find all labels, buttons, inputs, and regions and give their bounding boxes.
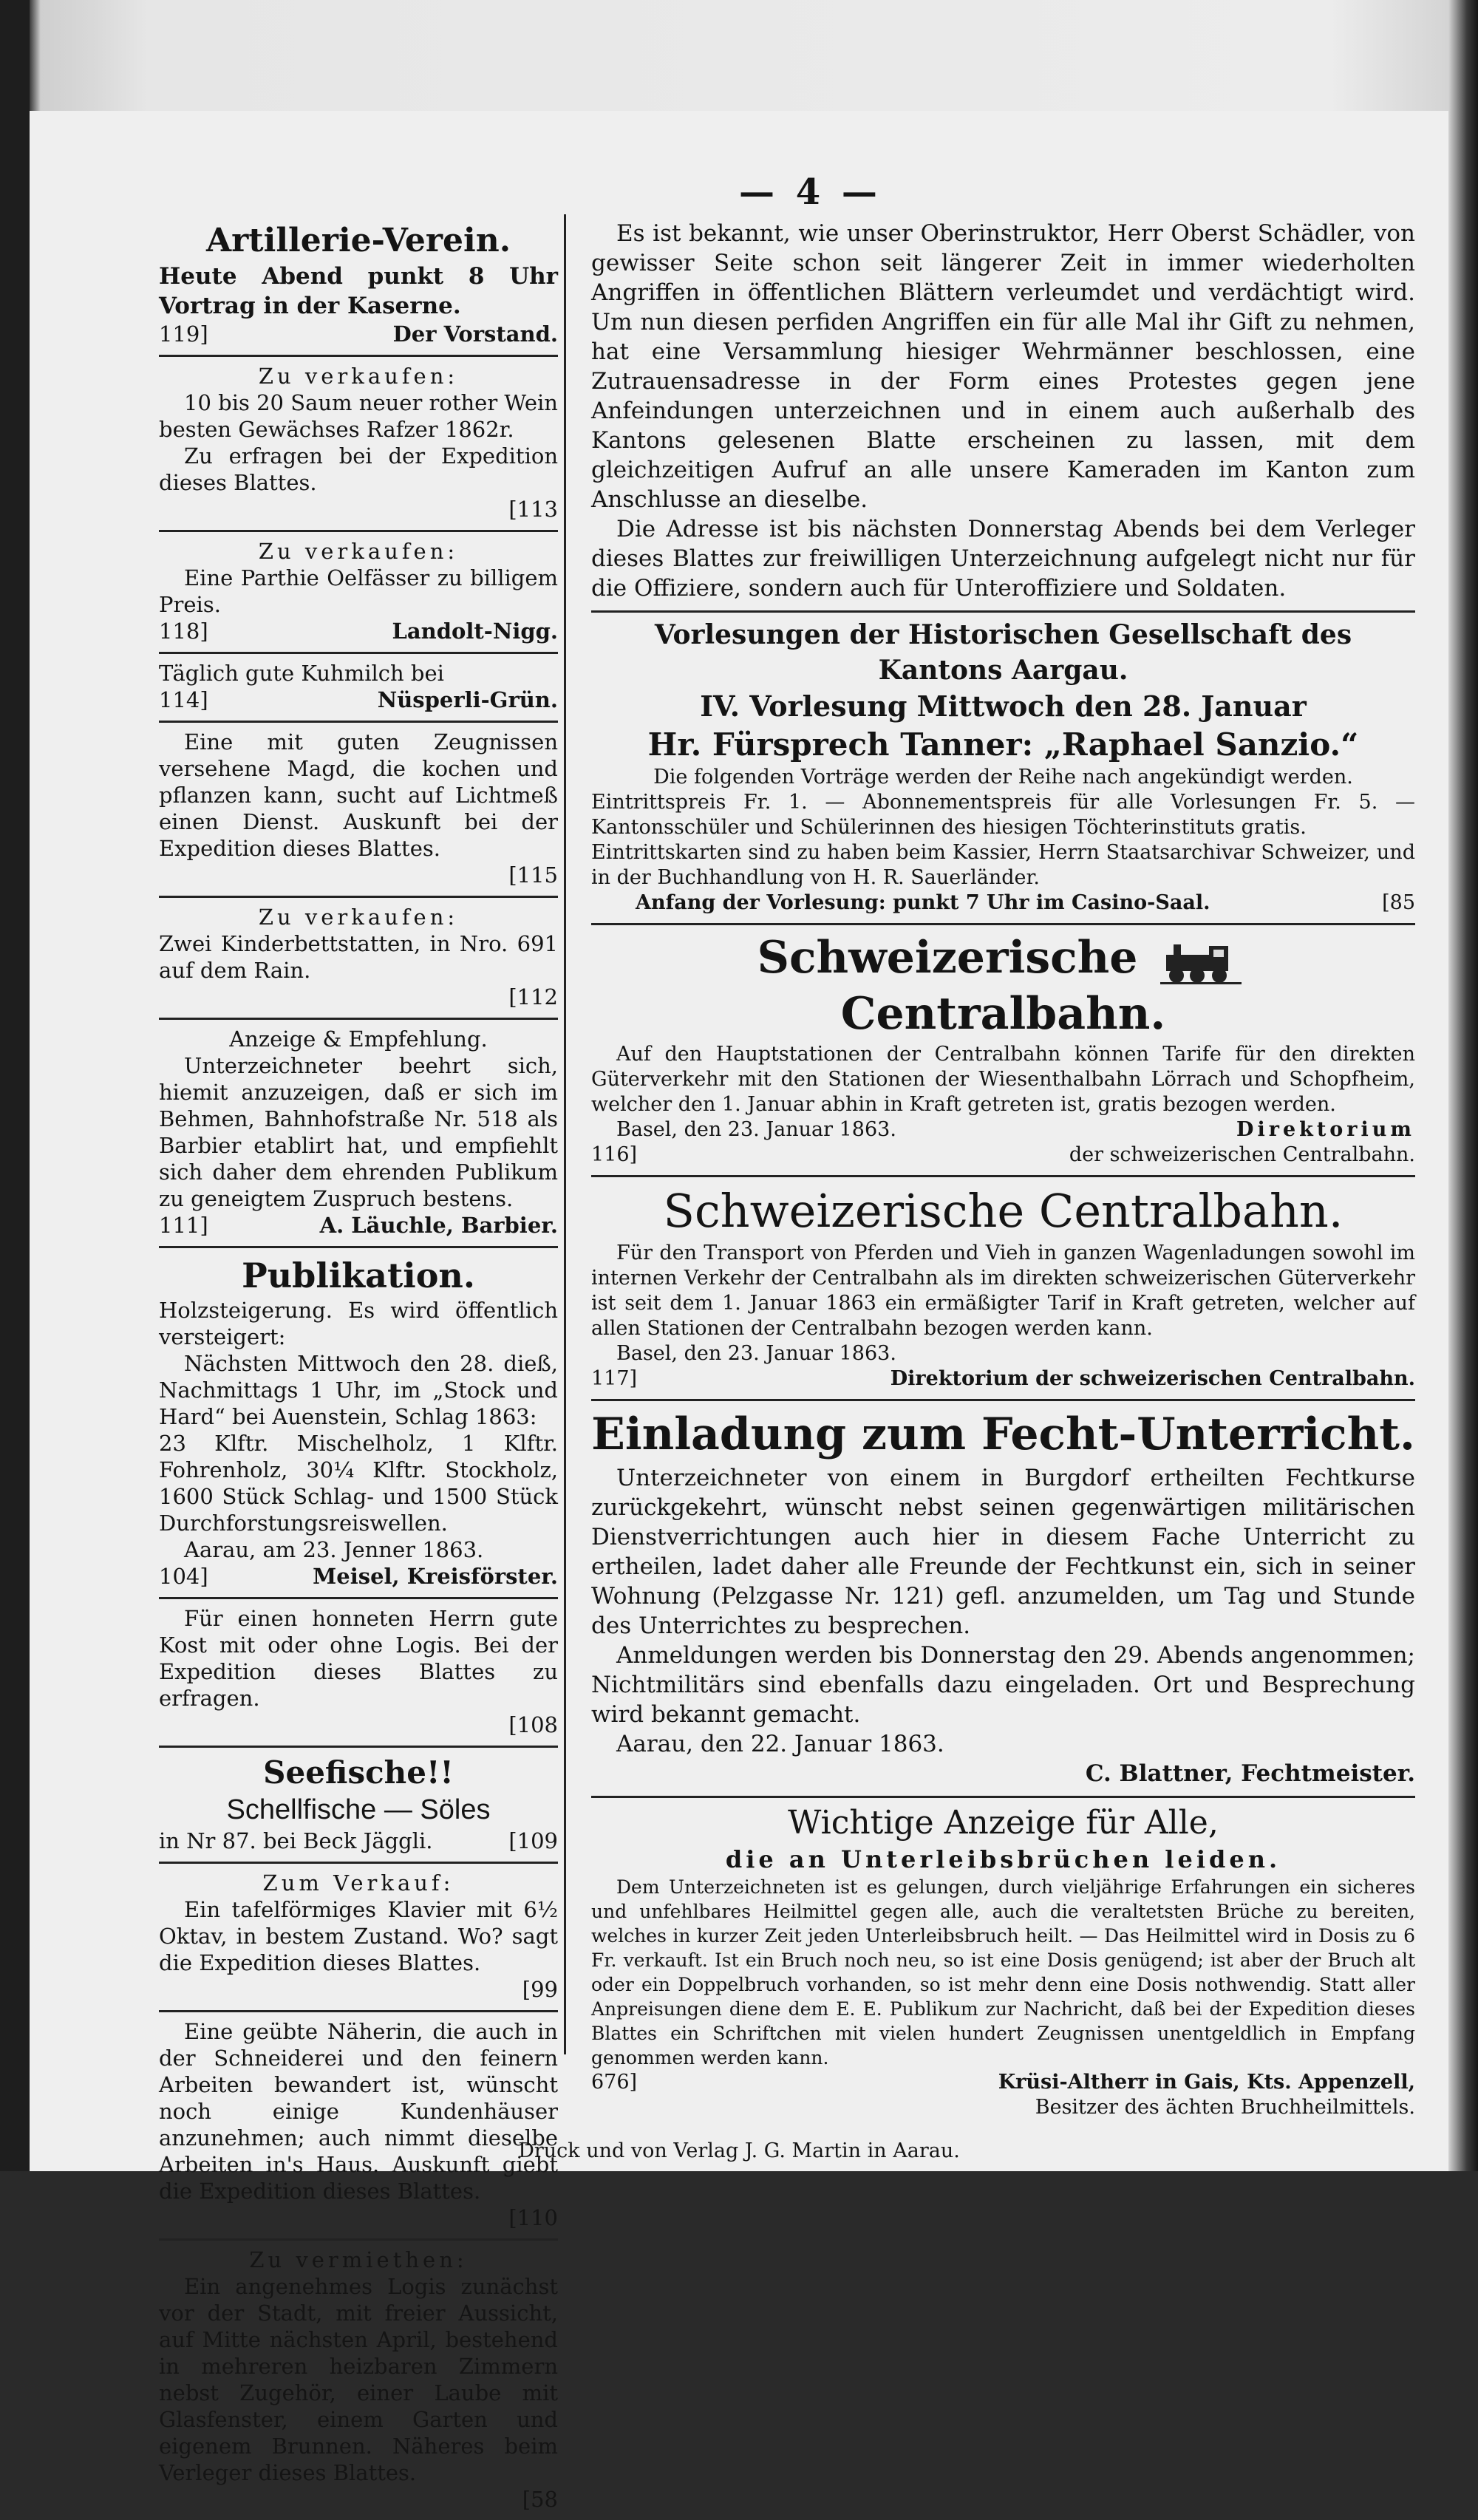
ad-ref: [112 bbox=[508, 984, 558, 1009]
ad-ref: [109 bbox=[508, 1828, 558, 1853]
ad-centralbahn-2 bbox=[591, 1177, 1415, 1401]
ad-title-left: Schweizerische bbox=[757, 932, 1138, 984]
ad-signature: C. Blattner, Fechtmeister. bbox=[1085, 1760, 1415, 1787]
ad-text: Ein angenehmes Logis zunächst vor der Stadt, mit freier Aussicht, auf Mitte nächsten April, bestehend in mehreren heizbaren Zimmern nebst Zugehör, einer Laube mit Glasfenster, einem Garten und eigenem Brunnen. Näheres beim Verleger dieses Blattes. bbox=[159, 2274, 558, 2485]
ad-wein bbox=[159, 357, 558, 532]
ad-ref: [99 bbox=[522, 1977, 558, 2002]
ad-ref: 676] bbox=[591, 2071, 638, 2094]
ad-text: 10 bis 20 Saum neuer rother Wein besten Gewächses Rafzer 1862r. bbox=[159, 390, 558, 442]
ad-ref: [108 bbox=[508, 1712, 558, 1737]
ad-ref: 118] bbox=[159, 619, 208, 644]
locomotive-icon bbox=[1160, 939, 1242, 984]
ad-signature: A. Läuchle, Barbier. bbox=[319, 1213, 558, 1238]
ad-heading: Zum Verkauf: bbox=[262, 1870, 454, 1896]
ad-title-right: Centralbahn. bbox=[840, 988, 1166, 1040]
ad-text: 23 Klftr. Mischelholz, 1 Klftr. Fohrenholz, 30¼ Klftr. Stockholz, 1600 Stück Schlag- und 1500 Stück Durchforstungsreiswellen. bbox=[159, 1431, 558, 1536]
ad-title: Publikation. bbox=[242, 1256, 475, 1295]
ad-text: Zwei Kinderbettstatten, in Nro. 691 auf dem Rain. bbox=[159, 931, 558, 983]
ad-text: Täglich gute Kuhmilch bei bbox=[159, 661, 444, 686]
ad-centralbahn-1 bbox=[591, 925, 1415, 1177]
ad-ref: 114] bbox=[159, 687, 208, 712]
ad-signature: Landolt-Nigg. bbox=[392, 619, 558, 644]
ad-line: Anfang der Vorlesung: punkt 7 Uhr im Casino-Saal. bbox=[636, 891, 1210, 914]
ad-title: Schweizerische Centralbahn. bbox=[663, 1184, 1344, 1238]
ad-text: Holzsteigerung. Es wird öffentlich versteigert: bbox=[159, 1298, 558, 1349]
ad-kinderbett bbox=[159, 898, 558, 1020]
ad-kost bbox=[159, 1599, 558, 1748]
ad-heading: Zu verkaufen: bbox=[258, 539, 459, 564]
ad-oelfaesser bbox=[159, 532, 558, 654]
ad-text: Für einen honneten Herrn gute Kost mit oder ohne Logis. Bei der Expedition dieses Blattes zu erfragen. bbox=[159, 1606, 558, 1711]
ad-date: Basel, den 23. Januar 1863. bbox=[616, 1118, 896, 1141]
ad-heading: Zu verkaufen: bbox=[258, 905, 459, 930]
ad-signature: Direktorium bbox=[1236, 1118, 1415, 1141]
ad-text: Für den Transport von Pferden und Vieh in ganzen Wagenladungen sowohl im internen Verkehr der Centralbahn als im direkten schweizerischen Güterverkehr ist seit dem 1. Januar 1863 ein ermäßigter Tarif in Kraft getreten, welcher auf allen Stationen der Centralbahn bezogen werden kann. bbox=[591, 1242, 1415, 1340]
ad-title: Artillerie-Verein. bbox=[205, 222, 511, 259]
printer-imprint: Druck und von Verlag J. G. Martin in Aarau. bbox=[518, 2139, 960, 2162]
ad-text: Heute Abend punkt 8 Uhr Vortrag in der Kaserne. bbox=[159, 263, 558, 319]
ad-heading: Zu vermiethen: bbox=[249, 2247, 468, 2272]
ad-seefische bbox=[159, 1748, 558, 1864]
ad-text: Auf den Hauptstationen der Centralbahn können Tarife für den direkten Güterverkehr mit den Stationen der Wiesenthalbahn Lörrach und Schopfheim, welcher den 1. Januar abhin in Kraft getreten ist, gratis bezogen werden. bbox=[591, 1043, 1415, 1116]
ad-text: in Nr 87. bei Beck Jäggli. bbox=[159, 1828, 433, 1853]
ad-ref: 111] bbox=[159, 1213, 208, 1238]
ad-naeherin bbox=[159, 2012, 558, 2241]
book-binding bbox=[0, 0, 30, 2171]
ad-publikation bbox=[159, 1248, 558, 1599]
ad-line: Die folgenden Vorträge werden der Reihe nach angekündigt werden. bbox=[653, 766, 1353, 789]
ad-ref: [58 bbox=[522, 2487, 558, 2512]
ad-date: Aarau, den 22. Januar 1863. bbox=[616, 1731, 944, 1757]
ad-text: Die Adresse ist bis nächsten Donnerstag Abends bei dem Verleger dieses Blattes zur freiwilligen Unterzeichnung aufgelegt nicht nur für die Offiziere, sondern auch für Unteroffiziere und Soldaten. bbox=[591, 516, 1415, 602]
ad-line: IV. Vorlesung Mittwoch den 28. Januar bbox=[700, 689, 1307, 723]
ad-signature: der schweizerischen Centralbahn. bbox=[1069, 1143, 1415, 1166]
ad-fecht-unterricht bbox=[591, 1401, 1415, 1798]
ad-title: Wichtige Anzeige für Alle, bbox=[788, 1804, 1219, 1842]
ad-barbier bbox=[159, 1020, 558, 1248]
ad-date: Basel, den 23. Januar 1863. bbox=[616, 1342, 896, 1365]
ad-signature: Krüsi-Altherr in Gais, Kts. Appenzell, bbox=[998, 2071, 1415, 2094]
ad-text: Es ist bekannt, wie unser Oberinstruktor, Herr Oberst Schädler, von gewisser Seite schon seit längerer Zeit in immer wiederholten Angriffen in öffentlichen Blättern verleumdet und verdächtigt wird. Um nun diesen perfiden Angriffen ein für alle Mal ihr Gift zu nehmen, hat eine Versammlung hiesiger Wehrmänner beschlossen, eine Zutrauensadresse in der Form eines Protestes gegen jene Anfeindungen unterzeichnen und in einem auch außerhalb des Kantons gelesenen Blatte erscheinen zu lassen, mit dem gleichzeitigen Aufruf an alle unsere Kameraden im Kanton zum Anschlusse an dieselbe. bbox=[591, 220, 1415, 513]
ad-magd bbox=[159, 723, 558, 898]
ad-adresse bbox=[591, 214, 1415, 613]
ad-subtitle: Schellfische — Söles bbox=[226, 1794, 491, 1825]
ad-ref: [113 bbox=[508, 497, 558, 522]
ad-subtitle: die an Unterleibsbrüchen leiden. bbox=[725, 1845, 1281, 1873]
ad-text: Nächsten Mittwoch den 28. dieß, Nachmittags 1 Uhr, im „Stock und Hard“ bei Auenstein, Schlag 1863: bbox=[159, 1351, 558, 1429]
left-column bbox=[159, 214, 558, 2520]
ad-line: Eintrittspreis Fr. 1. — Abonnementspreis für alle Vorlesungen Fr. 5. — Kantonsschüler und Schülerinnen des hiesigen Töchterinstituts gratis. bbox=[591, 791, 1415, 839]
ad-heading: Zu verkaufen: bbox=[258, 364, 459, 389]
ad-text: Zu erfragen bei der Expedition dieses Blattes. bbox=[159, 443, 558, 495]
ad-heading: Anzeige & Empfehlung. bbox=[229, 1026, 488, 1052]
ad-line: Hr. Fürsprech Tanner: „Raphael Sanzio.“ bbox=[647, 726, 1359, 763]
column-divider bbox=[564, 214, 566, 2054]
ad-logis bbox=[159, 2241, 558, 2520]
ad-date: Aarau, am 23. Jenner 1863. bbox=[184, 1537, 484, 1562]
ad-title: Einladung zum Fecht-Unterricht. bbox=[591, 1409, 1415, 1460]
ad-text: Unterzeichneter beehrt sich, hiemit anzuzeigen, daß er sich im Behmen, Bahnhofstraße Nr. 518 als Barbier etablirt hat, und empfiehlt sich daher dem ehrenden Publikum zu geneigtem Zuspruch bestens. bbox=[159, 1053, 558, 1211]
ad-ref: 104] bbox=[159, 1564, 208, 1589]
ad-klavier bbox=[159, 1864, 558, 2012]
ad-ref: 119] bbox=[159, 321, 208, 347]
ad-text: Anmeldungen werden bis Donnerstag den 29. Abends angenommen; Nichtmilitärs sind ebenfalls dazu eingeladen. Ort und Besprechung wird bekannt gemacht. bbox=[591, 1642, 1415, 1728]
ad-signature: Meisel, Kreisförster. bbox=[313, 1564, 558, 1589]
ad-kuhmilch bbox=[159, 654, 558, 723]
ad-signature: Nüsperli-Grün. bbox=[377, 687, 558, 712]
ad-bruchheilmittel bbox=[591, 1798, 1415, 2128]
ad-ref: [115 bbox=[508, 862, 558, 888]
ad-ref: 116] bbox=[591, 1143, 638, 1166]
ad-title: Seefische!! bbox=[263, 1754, 454, 1791]
ad-ref: [85 bbox=[1382, 891, 1415, 914]
ad-title: Vorlesungen der Historischen Gesellschaft des Kantons Aargau. bbox=[654, 619, 1352, 686]
ad-text: Unterzeichneter von einem in Burgdorf ertheilten Fechtkurse zurückgekehrt, wünscht nebst seinen gegenwärtigen militärischen Dienstverrichtungen auch hier in diesem Fache Unterricht zu ertheilen, ladet daher alle Freunde der Fechtkunst ein, sich in seiner Wohnung (Pelzgasse Nr. 121) gefl. anzumelden, um Tag und Stunde des Unterrichtes zu besprechen. bbox=[591, 1465, 1415, 1639]
ad-signature: Besitzer des ächten Bruchheilmittels. bbox=[1035, 2096, 1415, 2119]
ad-line: Eintrittskarten sind zu haben beim Kassier, Herrn Staatsarchivar Schweizer, und in der Buchhandlung von H. R. Sauerländer. bbox=[591, 841, 1415, 889]
ad-text: Eine geübte Näherin, die auch in der Schneiderei und den feinern Arbeiten bewandert ist, wünscht noch einige Kundenhäuser anzunehmen; auch nimmt dieselbe Arbeiten in's Haus. Auskunft giebt die Expedition dieses Blattes. bbox=[159, 2019, 558, 2204]
ad-vorlesungen bbox=[591, 613, 1415, 925]
ad-ref: [110 bbox=[508, 2205, 558, 2230]
ad-text: Ein tafelförmiges Klavier mit 6½ Oktav, in bestem Zustand. Wo? sagt die Expedition dieses Blattes. bbox=[159, 1897, 558, 1975]
ad-text: Eine Parthie Oelfässer zu billigem Preis. bbox=[159, 565, 558, 617]
ad-text: Dem Unterzeichneten ist es gelungen, durch vieljährige Erfahrungen ein sicheres und unfehlbares Heilmittel gegen alle, auch die veraltetsten Brüche zu bereiten, welches in kurzer Zeit jeden Unterleibsbruch heilt. — Das Heilmittel wird in Dosis zu 6 Fr. verkauft. Ist ein Bruch noch neu, so ist eine Dosis genügend; ist aber der Bruch alt oder ein Doppelbruch vorhanden, so ist mehr denn eine Dosis nothwendig. Statt aller Anpreisungen diene dem E. E. Publikum zur Nachricht, daß bei der Expedition dieses Blattes ein Schriftchen mit vielen hundert Zeugnissen unentgeldlich in Empfang genommen werden kann. bbox=[591, 1876, 1415, 2068]
ad-signature: Der Vorstand. bbox=[392, 321, 558, 347]
ad-signature: Direktorium der schweizerischen Centralbahn. bbox=[890, 1367, 1415, 1390]
ad-text: Eine mit guten Zeugnissen versehene Magd, die kochen und pflanzen kann, sucht auf Lichtmeß einen Dienst. Auskunft bei der Expedition dieses Blattes. bbox=[159, 729, 558, 861]
right-column bbox=[591, 214, 1415, 2128]
ad-ref: 117] bbox=[591, 1367, 638, 1390]
page-number: — 4 — bbox=[739, 171, 882, 213]
ad-artillerie bbox=[159, 214, 558, 357]
